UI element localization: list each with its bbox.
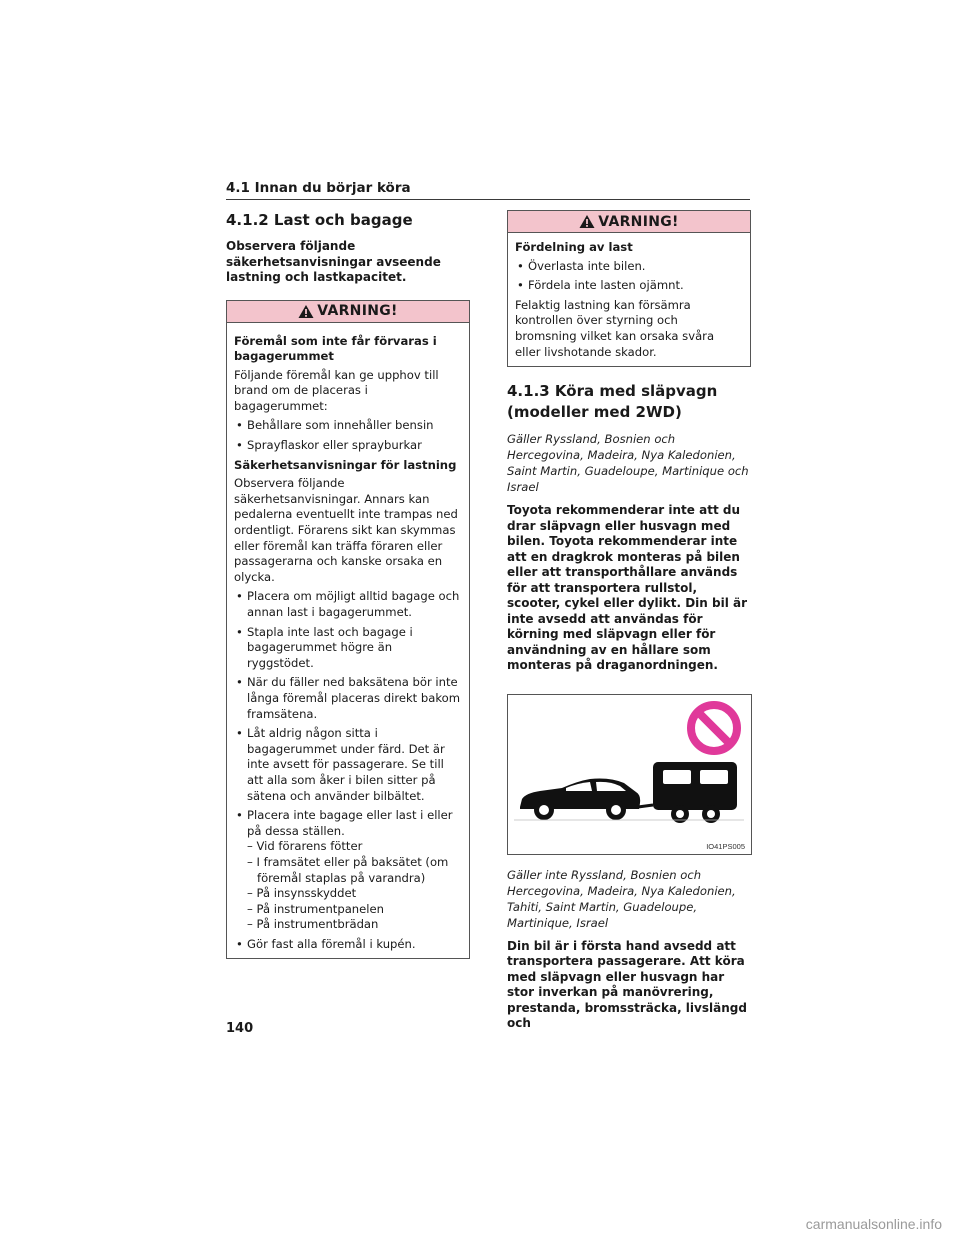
warning-box-cargo	[226, 300, 470, 960]
section-header: 4.1 Innan du börjar köra	[226, 180, 411, 196]
applicability-note: Gäller Ryssland, Bosnien och Hercegovina, Madeira, Nya Kaledonien, Saint Martin, Guadeloupe, Martinique och Israel	[507, 432, 749, 495]
warning-paragraph: Felaktig lastning kan försämra kontrollen över styrning och bromsning vilket kan orsaka svåra eller livshotande skador.	[515, 297, 715, 359]
warning-subheading: Säkerhetsanvisningar för lastning	[234, 457, 457, 472]
warning-header	[227, 301, 469, 323]
warning-triangle-icon	[298, 304, 314, 319]
warning-header	[508, 211, 750, 233]
figure-code: IO41PS005	[706, 841, 745, 851]
dash-item: – Vid förarens fötter	[247, 839, 363, 854]
warning-list	[515, 259, 743, 294]
header-divider	[226, 199, 750, 200]
dash-item: – På insynsskyddet	[247, 886, 357, 901]
list-item: • Fördela inte lasten ojämnt.	[515, 278, 743, 294]
list-item: • Behållare som innehåller bensin	[234, 418, 462, 434]
no-trailer-illustration	[507, 694, 752, 855]
car-with-trailer-icon	[508, 695, 751, 854]
list-item: • Gör fast alla föremål i kupén.	[234, 937, 462, 953]
list-item: • Överlasta inte bilen.	[515, 259, 743, 275]
intro-text: Observera följande säkerhetsanvisningar avseende lastning och lastkapacitet.	[226, 239, 441, 284]
prohibition-icon	[691, 705, 737, 751]
warning-list	[234, 418, 462, 453]
warning-subheading: Fördelning av last	[515, 240, 633, 254]
list-item: • Sprayflaskor eller sprayburkar	[234, 438, 462, 454]
warning-title: VARNING!	[598, 213, 679, 230]
trailer-usage-text: Din bil är i första hand avsedd att transportera passagerare. Att köra med släpvagn eller husvagn har stor inverkan på manövrering, prestanda, bromssträcka, livslängd och	[507, 938, 747, 1031]
list-item-text: Placera inte bagage eller last i eller på dessa ställen.	[247, 808, 453, 838]
applicability-note: Gäller inte Ryssland, Bosnien och Hercegovina, Madeira, Nya Kaledonien, Tahiti, Saint Martin, Guadeloupe, Martinique, Israel	[507, 867, 736, 930]
dash-item: – På instrumentbrädan	[247, 917, 379, 932]
section-heading-last-och-bagage: 4.1.2 Last och bagage	[226, 211, 413, 229]
page-number: 140	[226, 1021, 254, 1036]
warning-box-load	[507, 210, 751, 367]
warning-subheading: Föremål som inte får förvaras i bagagerummet	[234, 333, 437, 364]
dash-item: – På instrumentpanelen	[247, 901, 384, 916]
trailer-recommendation: Toyota rekommenderar inte att du drar släpvagn eller husvagn med bilen. Toyota rekommenderar inte att en dragkrok monteras på bilen eller att transporthållare används för att transportera rullstol, scooter, cykel eller dylikt. Din bil är inte avsedd att användas för körning med släpvagn eller för användning av en hållare som monteras på draganordningen.	[507, 503, 748, 673]
list-item: • När du fäller ned baksätena bör inte långa föremål placeras direkt bakom framsätena.	[234, 675, 462, 722]
warning-paragraph: Följande föremål kan ge upphov till brand om de placeras i bagagerummet:	[234, 367, 439, 413]
list-item: • Låt aldrig någon sitta i bagagerummet under färd. Det är inte avsett för passagerare. Se till att alla som åker i bilen sitter på sätena och använder bilbältet.	[234, 726, 462, 804]
section-heading-trailer: 4.1.3 Köra med släpvagn (modeller med 2WD)	[507, 382, 718, 422]
left-column	[226, 210, 470, 959]
right-column	[507, 210, 751, 1032]
dash-list	[247, 839, 462, 933]
warning-title: VARNING!	[317, 303, 398, 319]
warning-list	[234, 589, 462, 952]
warning-triangle-icon	[579, 214, 595, 229]
site-watermark: carmanualsonline.info	[805, 1216, 942, 1232]
list-item: • Placera om möjligt alltid bagage och annan last i bagagerummet.	[234, 589, 462, 620]
dash-item: – I framsätet eller på baksätet (om föremål staplas på varandra)	[247, 854, 449, 885]
list-item: • Stapla inte last och bagage i bagagerummet högre än ryggstödet.	[234, 625, 462, 672]
warning-paragraph: Observera följande säkerhetsanvisningar. Annars kan pedalerna eventuellt inte trampas ned ordentligt. Förarens sikt kan skymmas eller föremål kan träffa föraren eller passagerarna och kanske orsaka en olycka.	[234, 476, 458, 584]
list-item	[234, 808, 462, 933]
